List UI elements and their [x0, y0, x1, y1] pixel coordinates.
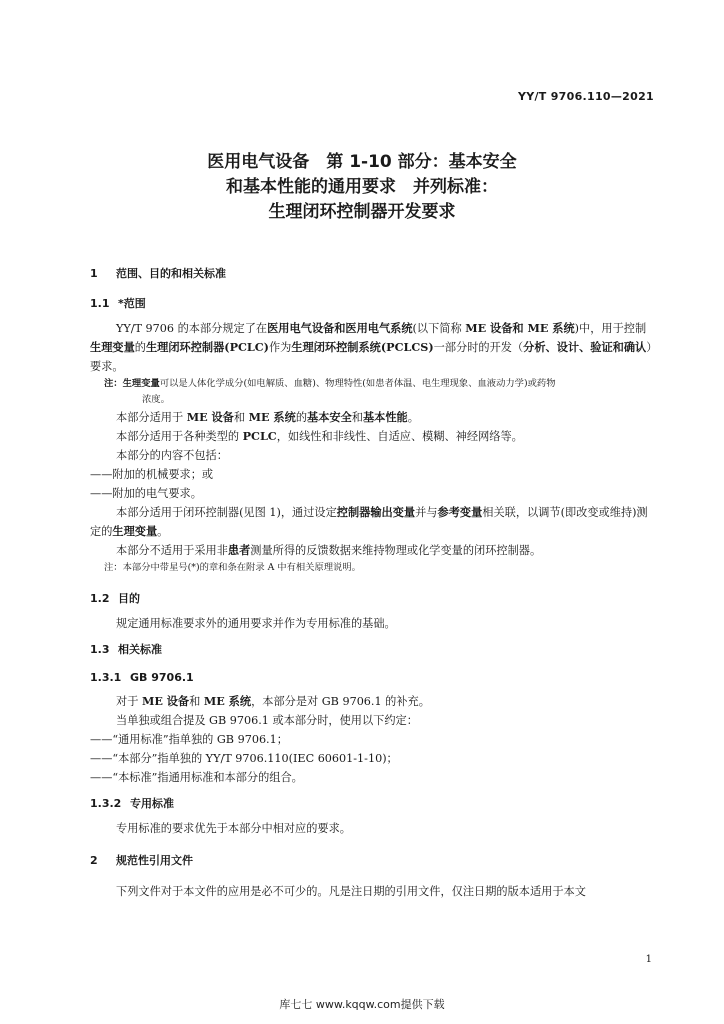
section-title: 专用标准: [130, 797, 174, 810]
section-title: GB 9706.1: [130, 671, 194, 684]
section-title: 规范性引用文件: [116, 854, 193, 867]
list-item: ——附加的机械要求；或: [90, 468, 214, 481]
list-item: ——“本标准”指通用标准和本部分的组合。: [90, 771, 303, 784]
title-line-3: 生理闭环控制器开发要求: [268, 202, 456, 222]
section-1-heading: [90, 265, 656, 281]
section-title: 范围、目的和相关标准: [116, 267, 226, 280]
section-number: 1.1: [90, 297, 110, 310]
title-line-2: 和基本性能的通用要求 并列标准：: [226, 177, 498, 197]
section-number: 1.3.2: [90, 797, 122, 810]
list-item: ——“通用标准”指单独的 GB 9706.1；: [90, 733, 288, 746]
scope-paragraph-3: 本部分适用于各种类型的 PCLC，如线性和非线性、自适应、模糊、神经网络等。: [116, 429, 523, 443]
footer-watermark: 库七七 www.kqqw.com提供下载: [279, 998, 445, 1011]
document-body: [90, 265, 656, 901]
section-number: 1.3: [90, 643, 110, 656]
section-title: 目的: [118, 592, 140, 605]
gb-paragraph-1: 对于 ME 设备和 ME 系统，本部分是对 GB 9706.1 的补充。: [116, 694, 430, 708]
purpose-paragraph: 规定通用标准要求外的通用要求并作为专用标准的基础。: [116, 617, 396, 630]
section-1-2-heading: [90, 590, 656, 606]
standard-number: YY/T 9706.110—2021: [517, 90, 654, 103]
section-1-1-heading: [90, 295, 656, 311]
title-line-1: 医用电气设备 第 1-10 部分：基本安全: [207, 152, 517, 172]
section-1-3-2-heading: [90, 795, 656, 811]
section-number: 1: [90, 267, 98, 280]
scope-paragraph-4: 本部分的内容不包括：: [116, 449, 228, 462]
particular-standard-paragraph: 专用标准的要求优先于本部分中相对应的要求。: [116, 822, 351, 835]
normative-references-paragraph: 下列文件对于本文件的应用是必不可少的。凡是注日期的引用文件，仅注日期的版本适用于本文: [116, 885, 586, 898]
gb-paragraph-2: 当单独或组合提及 GB 9706.1 或本部分时，使用以下约定：: [116, 714, 418, 727]
section-title: 相关标准: [118, 643, 162, 656]
section-2-heading: [90, 852, 656, 868]
list-item: ——“本部分”指单独的 YY/T 9706.110(IEC 60601-1-10)；: [90, 752, 398, 765]
section-title: *范围: [118, 297, 146, 310]
section-1-3-1-heading: [90, 671, 656, 684]
section-number: 1.3.1: [90, 671, 122, 684]
section-number: 1.2: [90, 592, 110, 605]
list-item: ——附加的电气要求。: [90, 487, 202, 500]
section-number: 2: [90, 854, 98, 867]
scope-paragraph-1: YY/T 9706 的本部分规定了在医用电气设备和医用电气系统(以下简称 ME 设备和 ME 系统)中，用于控制生理变量的生理闭环控制器(PCLC)作为生理闭环控制系统(PCLCS)一部分时的开发（分析、设计、验证和确认）要求。: [90, 321, 652, 373]
document-title: [0, 150, 724, 225]
page-number: 1: [645, 954, 652, 965]
scope-paragraph-2: 本部分适用于 ME 设备和 ME 系统的基本安全和基本性能。: [116, 410, 419, 424]
section-1-3-heading: [90, 641, 656, 657]
scope-paragraph-5: 本部分适用于闭环控制器(见图 1)，通过设定控制器输出变量并与参考变量相关联，以调节(即改变或维持)测定的生理变量。: [90, 505, 648, 538]
note-physiological-variable: 注：生理变量可以是人体化学成分(如电解质、血糖)、物理特性(如患者体温、电生理现象、血液动力学)或药物 浓度。: [104, 378, 556, 405]
scope-paragraph-6: 本部分不适用于采用非患者测量所得的反馈数据来维持物理或化学变量的闭环控制器。: [116, 543, 542, 557]
note-asterisk: 注：本部分中带星号(*)的章和条在附录 A 中有相关原理说明。: [104, 562, 361, 573]
